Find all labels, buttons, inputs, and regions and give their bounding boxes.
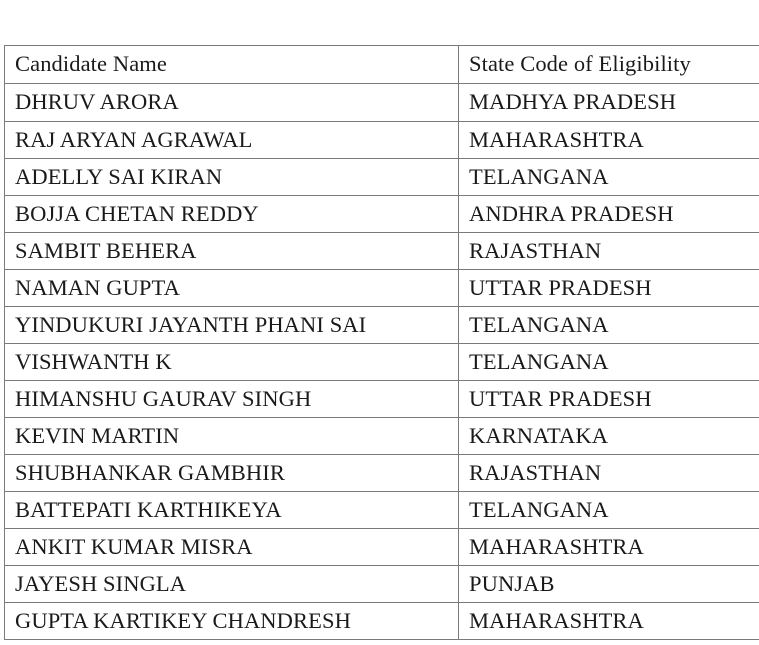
results-table-container <box>4 45 759 640</box>
candidate-name-cell: DHRUV ARORA <box>5 84 459 122</box>
table-row <box>5 233 759 270</box>
table-row <box>5 196 759 233</box>
state-cell: RAJASTHAN <box>459 233 759 270</box>
candidate-name-cell: VISHWANTH K <box>5 344 459 381</box>
table-row <box>5 603 759 640</box>
state-cell: KARNATAKA <box>459 418 759 455</box>
candidate-name-cell: JAYESH SINGLA <box>5 566 459 603</box>
table-row <box>5 122 759 159</box>
state-cell: ANDHRA PRADESH <box>459 196 759 233</box>
candidate-name-cell: SAMBIT BEHERA <box>5 233 459 270</box>
state-cell: RAJASTHAN <box>459 455 759 492</box>
candidate-name-cell: BOJJA CHETAN REDDY <box>5 196 459 233</box>
candidate-name-cell: ANKIT KUMAR MISRA <box>5 529 459 566</box>
table-header-row <box>5 46 759 84</box>
table-row <box>5 455 759 492</box>
table-row <box>5 492 759 529</box>
candidate-name-cell: KEVIN MARTIN <box>5 418 459 455</box>
candidate-name-cell: BATTEPATI KARTHIKEYA <box>5 492 459 529</box>
state-cell: UTTAR PRADESH <box>459 381 759 418</box>
state-cell: MAHARASHTRA <box>459 529 759 566</box>
state-cell: MAHARASHTRA <box>459 122 759 159</box>
state-cell: TELANGANA <box>459 492 759 529</box>
table-row <box>5 566 759 603</box>
candidate-name-cell: SHUBHANKAR GAMBHIR <box>5 455 459 492</box>
state-cell: TELANGANA <box>459 344 759 381</box>
state-cell: MADHYA PRADESH <box>459 84 759 122</box>
table-row <box>5 529 759 566</box>
state-cell: PUNJAB <box>459 566 759 603</box>
state-cell: MAHARASHTRA <box>459 603 759 640</box>
state-cell: TELANGANA <box>459 307 759 344</box>
candidate-name-cell: NAMAN GUPTA <box>5 270 459 307</box>
table-row <box>5 307 759 344</box>
candidate-name-cell: GUPTA KARTIKEY CHANDRESH <box>5 603 459 640</box>
table-row <box>5 344 759 381</box>
table-row <box>5 381 759 418</box>
header-candidate-name: Candidate Name <box>5 46 459 84</box>
table-row <box>5 84 759 122</box>
state-cell: TELANGANA <box>459 159 759 196</box>
state-cell: UTTAR PRADESH <box>459 270 759 307</box>
table-row <box>5 159 759 196</box>
results-table <box>4 45 759 640</box>
candidate-name-cell: YINDUKURI JAYANTH PHANI SAI <box>5 307 459 344</box>
candidate-name-cell: HIMANSHU GAURAV SINGH <box>5 381 459 418</box>
header-state-code: State Code of Eligibility <box>459 46 759 84</box>
table-row <box>5 270 759 307</box>
candidate-name-cell: RAJ ARYAN AGRAWAL <box>5 122 459 159</box>
table-row <box>5 418 759 455</box>
candidate-name-cell: ADELLY SAI KIRAN <box>5 159 459 196</box>
